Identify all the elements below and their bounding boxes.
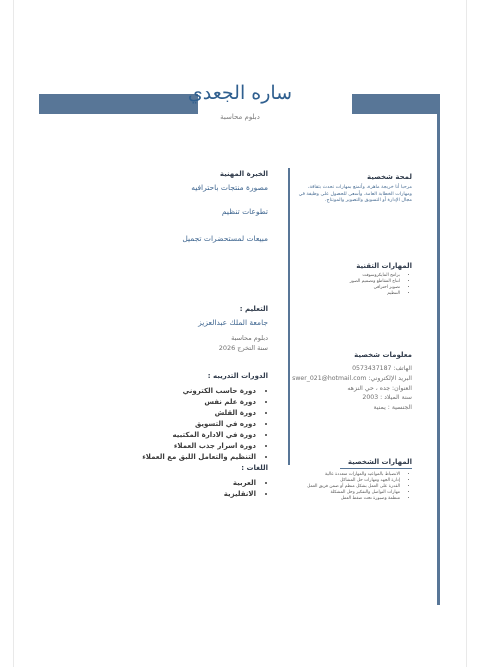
- phone: الهاتف: 0573437187: [352, 365, 412, 372]
- university: جامعة الملك عبدالعزيز: [198, 318, 268, 327]
- profile-heading: لمحة شخصية: [367, 173, 412, 181]
- profile-text: مرحبا أنا خريجة ماهرة، وأتمتع بمهارات تحدث بثقافة، ومهارات الخطابة العامة. وأسعى للحصول على وظيفة في مجال الإدارة أو التسويق والتصوير والمونتاج.: [298, 185, 412, 203]
- experience-item: مبيعات لمستحضرات تجميل: [182, 234, 268, 243]
- personal-skill-item: • إدارة الجهد ومهارات حل المشاكل: [260, 478, 400, 484]
- personal-skill-item: • الانضباط بالمواعيد والمهارات متعددة عالية: [260, 472, 400, 478]
- tech-skills-list: [350, 273, 412, 297]
- nationality: الجنسية : يمنية: [373, 404, 412, 411]
- course-item: • دورة القلش: [142, 408, 256, 419]
- experience-item: مصورة منتجات باحترافيه: [191, 183, 268, 192]
- tech-skill-item: • تصوير احترافي: [350, 285, 400, 291]
- experience-item: تطوعات تنظيم: [221, 207, 268, 216]
- candidate-subtitle: دبلوم محاسبة: [220, 113, 260, 121]
- address: العنوان: جده ، حي النزهه: [347, 385, 412, 392]
- heading-underline: [340, 468, 412, 469]
- course-item: • دورة اسرار جذب العملاء: [142, 441, 256, 452]
- courses-heading: الدورات التدريبه :: [207, 372, 268, 380]
- column-divider: [288, 168, 290, 465]
- birth-year: سنة الميلاد : 2003: [362, 394, 412, 401]
- course-item: • التنظيم والتعامل اللبق مع العملاء: [142, 452, 256, 463]
- personal-skills-list: [260, 472, 412, 502]
- tech-skill-item: • برامج المايكروسوفت: [350, 273, 400, 279]
- personal-skill-item: • منظمة وصبورة تحت ضغط العمل: [260, 496, 400, 502]
- personal-skills-heading: المهارات الشخصية: [347, 458, 412, 466]
- right-border: [437, 114, 440, 605]
- experience-heading: الخبرة المهنية: [219, 170, 268, 178]
- language-item: • العربية: [224, 478, 256, 489]
- tech-skill-item: • التنظيم: [350, 291, 400, 297]
- courses-list: [142, 386, 268, 463]
- tech-skills-heading: المهارات التقنية: [356, 262, 412, 270]
- personal-skill-item: • القدرة على العمل بشكل منظم أو ضمن فريق العمل: [260, 484, 400, 490]
- language-item: • الانقليزية: [224, 489, 256, 500]
- tech-skill-item: • انتاج المقاطع وتصميم الصور: [350, 279, 400, 285]
- personal-skill-item: • مهارات التواصل والتفكير وحل المشكلة: [260, 490, 400, 496]
- course-item: • دورة حاسب الكتروني: [142, 386, 256, 397]
- languages-heading: اللغات :: [241, 464, 268, 472]
- email: البريد الإلكتروني: swer_021@hotmail.com: [292, 375, 412, 382]
- education-heading: التعليم :: [239, 305, 268, 313]
- course-item: • دورة علم نفس: [142, 397, 256, 408]
- graduation-year: سنة التخرج 2026: [218, 344, 268, 352]
- course-item: • دوره في التسويق: [142, 419, 256, 430]
- candidate-name: ساره الجعدي: [187, 82, 293, 104]
- course-item: • دورة في الادارة المكتبيه: [142, 430, 256, 441]
- degree: دبلوم محاسبة: [231, 334, 268, 342]
- personal-info-heading: معلومات شخصية: [354, 351, 412, 359]
